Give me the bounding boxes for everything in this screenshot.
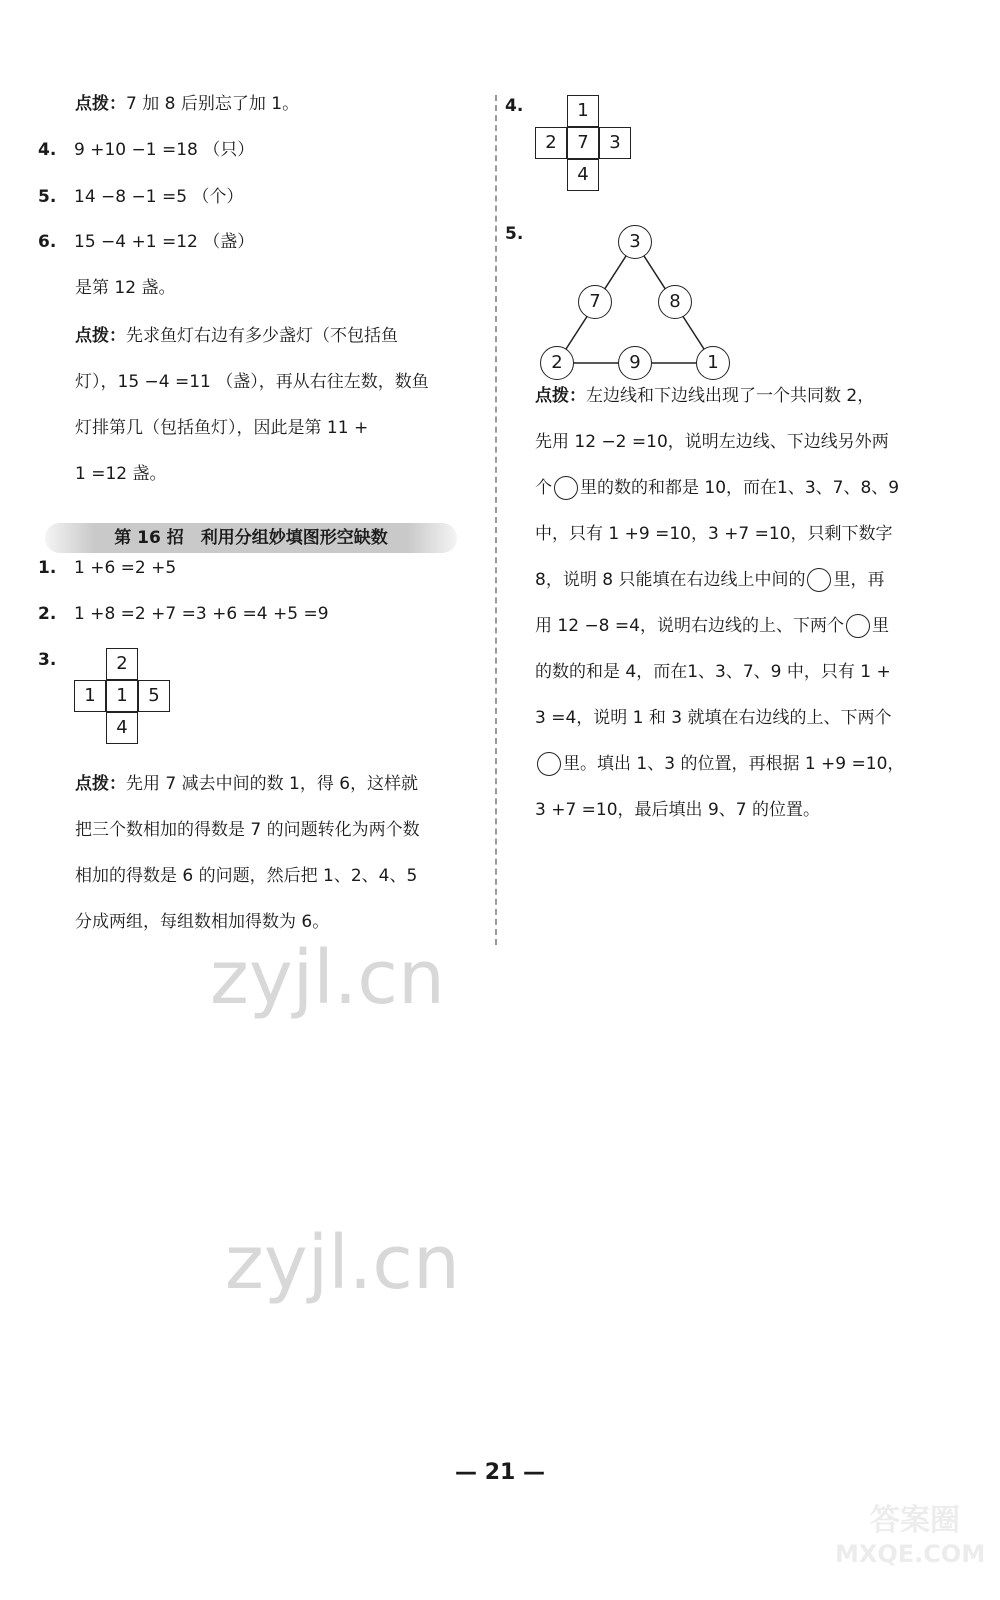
grid-cell-bottom: 4 — [106, 712, 138, 744]
grid-cell-top: 2 — [106, 648, 138, 680]
hint-3-line-1 — [75, 772, 418, 796]
hint-5-line-5 — [535, 568, 884, 592]
item-6-note: 是第 12 盏。 — [75, 278, 176, 298]
hint-6-line-1 — [75, 324, 398, 348]
hint-5-line-10: 3 +7 =10，最后填出 9、7 的位置。 — [535, 800, 820, 820]
item-number: 4. — [38, 140, 57, 160]
hint-text: 里，再 — [833, 570, 885, 590]
hint-text: 先求鱼灯右边有多少盏灯（不包括鱼 — [126, 326, 398, 346]
item-number: 4. — [505, 96, 524, 116]
hint-3-line-2: 把三个数相加的得数是 7 的问题转化为两个数 — [75, 820, 420, 840]
right-item-5 — [505, 222, 541, 246]
section-item-2 — [38, 602, 329, 626]
hint-text: 里 — [871, 616, 889, 636]
hint-5-line-3 — [535, 476, 899, 500]
hint-text: 先用 7 减去中间的数 1，得 6，这样就 — [126, 774, 419, 794]
hint-text: 8，说明 8 只能填在右边线上中间的 — [535, 570, 806, 590]
hint-6-line-3: 灯排第几（包括鱼灯），因此是第 11 + — [75, 418, 369, 438]
grid-cell-top: 1 — [567, 95, 599, 127]
triangle-node-bottom-left: 2 — [540, 346, 574, 380]
hint-text: 个 — [535, 478, 552, 498]
hint-label: 点拨： — [75, 94, 126, 114]
cross-grid-3 — [74, 648, 174, 748]
circle-icon — [554, 476, 578, 500]
hint-text: 左边线和下边线出现了一个共同数 2， — [586, 386, 875, 406]
answer-item-5 — [38, 185, 243, 209]
item-number: 1. — [38, 558, 57, 578]
item-text: 14 −8 −1 =5 （个） — [74, 187, 244, 207]
section-title: 第 16 招 利用分组妙填图形空缺数 — [45, 523, 457, 553]
section-item-3 — [38, 648, 74, 672]
item-text: 9 +10 −1 =18 （只） — [74, 140, 255, 160]
hint-top — [75, 92, 299, 116]
item-number: 6. — [38, 232, 57, 252]
number-triangle — [540, 225, 730, 380]
grid-cell-center: 1 — [106, 680, 138, 712]
hint-5-line-2: 先用 12 −2 =10，说明左边线、下边线另外两 — [535, 432, 889, 452]
section-item-1 — [38, 556, 176, 580]
hint-label: 点拨： — [75, 326, 126, 346]
grid-cell-right: 3 — [599, 127, 631, 159]
item-text: 15 −4 +1 =12 （盏） — [74, 232, 255, 252]
cross-grid-4 — [535, 95, 635, 195]
column-divider — [495, 95, 497, 945]
hint-3-line-3: 相加的得数是 6 的问题，然后把 1、2、4、5 — [75, 866, 418, 886]
item-text: 1 +8 =2 +7 =3 +6 =4 +5 =9 — [74, 604, 329, 624]
answer-item-4 — [38, 138, 254, 162]
hint-6-line-4: 1 =12 盏。 — [75, 464, 167, 484]
hint-5-line-9 — [535, 752, 904, 776]
hint-5-line-4: 中，只有 1 +9 =10，3 +7 =10，只剩下数字 — [535, 524, 893, 544]
triangle-node-bottom-right: 1 — [696, 346, 730, 380]
triangle-node-top: 3 — [618, 225, 652, 259]
grid-cell-left: 1 — [74, 680, 106, 712]
hint-text: 用 12 −8 =4，说明右边线的上、下两个 — [535, 616, 844, 636]
grid-cell-center: 7 — [567, 127, 599, 159]
hint-text: 里。填出 1、3 的位置，再根据 1 +9 =10， — [563, 754, 905, 774]
hint-6-line-2: 灯），15 −4 =11 （盏），再从右往左数，数鱼 — [75, 372, 429, 392]
grid-cell-left: 2 — [535, 127, 567, 159]
hint-5-line-8: 3 =4，说明 1 和 3 就填在右边线的上、下两个 — [535, 708, 892, 728]
page-number: — 21 — — [455, 1460, 545, 1485]
item-number: 5. — [505, 224, 524, 244]
circle-icon — [807, 568, 831, 592]
hint-3-line-4: 分成两组，每组数相加得数为 6。 — [75, 912, 330, 932]
triangle-node-mid-right: 8 — [658, 285, 692, 319]
item-number: 5. — [38, 187, 57, 207]
grid-cell-bottom: 4 — [567, 159, 599, 191]
hint-label: 点拨： — [535, 386, 586, 406]
item-text: 1 +6 =2 +5 — [74, 558, 177, 578]
item-number: 3. — [38, 650, 57, 670]
watermark-bottom: zyjl.cn — [225, 1220, 460, 1306]
hint-text: 7 加 8 后别忘了加 1。 — [126, 94, 300, 114]
circle-icon — [846, 614, 870, 638]
triangle-node-bottom-mid: 9 — [618, 346, 652, 380]
hint-5-line-7: 的数的和是 4，而在1、3、7、9 中，只有 1 + — [535, 662, 891, 682]
circle-icon — [537, 752, 561, 776]
watermark-mid: zyjl.cn — [210, 935, 445, 1021]
watermark-corner: MXQE.COM — [835, 1540, 986, 1568]
hint-5-line-6 — [535, 614, 889, 638]
answer-item-6 — [38, 230, 254, 254]
hint-text: 里的数的和都是 10，而在1、3、7、8、9 — [580, 478, 900, 498]
triangle-node-mid-left: 7 — [578, 285, 612, 319]
item-number: 2. — [38, 604, 57, 624]
watermark-corner-cn: 答案圈 — [870, 1503, 960, 1538]
grid-cell-right: 5 — [138, 680, 170, 712]
hint-5-line-1 — [535, 384, 874, 408]
hint-label: 点拨： — [75, 774, 126, 794]
